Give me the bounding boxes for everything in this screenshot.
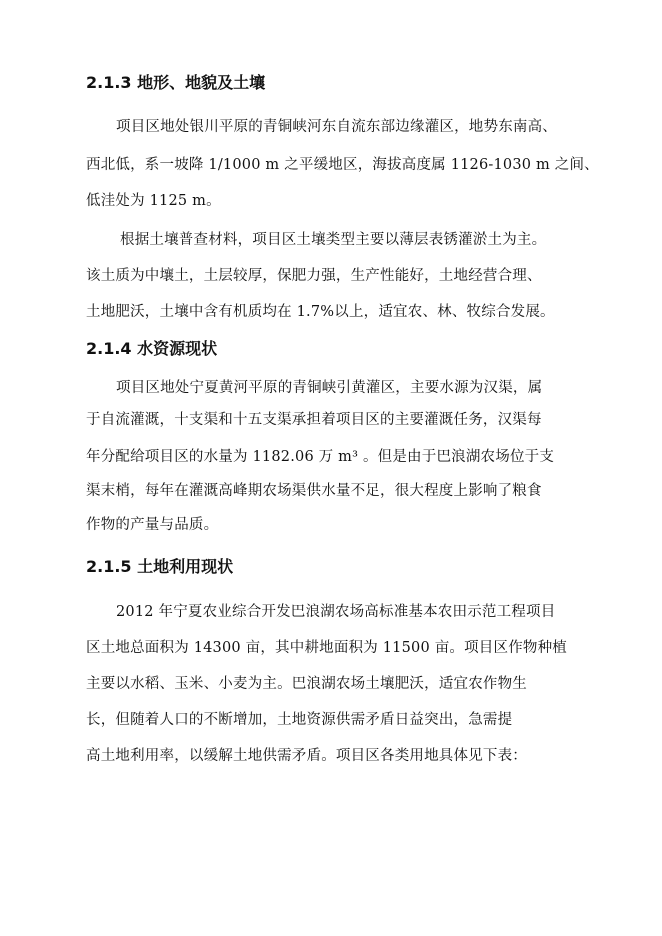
- paragraph-line: 渠末梢，每年在灌溉高峰期农场渠供水量不足，很大程度上影响了粮食: [86, 483, 542, 499]
- section-heading-2-1-5: 2.1.5 土地利用现状: [86, 557, 234, 576]
- paragraph-line: 西北低，系一坡降 1/1000 m 之平缓地区，海拔高度属 1126-1030 m 之间、: [86, 157, 599, 173]
- paragraph-line: 长，但随着人口的不断增加，土地资源供需矛盾日益突出，急需提: [86, 712, 513, 728]
- paragraph-line: 土地肥沃，土壤中含有机质均在 1.7%以上，适宜农、林、牧综合发展。: [86, 304, 555, 320]
- paragraph-line: 该土质为中壤土，土层较厚，保肥力强，生产性能好，土地经营合理、: [86, 268, 542, 284]
- section-heading-2-1-3: 2.1.3 地形、地貌及土壤: [86, 73, 266, 92]
- paragraph-line: 作物的产量与品质。: [86, 517, 219, 533]
- paragraph-line: 年分配给项目区的水量为 1182.06 万 m³ 。但是由于巴浪湖农场位于支: [86, 449, 555, 465]
- paragraph-line: 2012 年宁夏农业综合开发巴浪湖农场高标准基本农田示范工程项目: [116, 604, 556, 620]
- paragraph-line: 于自流灌溉，十支渠和十五支渠承担着项目区的主要灌溉任务，汉渠每: [86, 412, 542, 428]
- paragraph-line: 项目区地处银川平原的青铜峡河东自流东部边缘灌区，地势东南高、: [116, 119, 557, 135]
- paragraph-line: 主要以水稻、玉米、小麦为主。巴浪湖农场土壤肥沃，适宜农作物生: [86, 676, 527, 692]
- section-heading-2-1-4: 2.1.4 水资源现状: [86, 339, 218, 358]
- paragraph-line: 项目区地处宁夏黄河平原的青铜峡引黄灌区，主要水源为汉渠，属: [116, 380, 543, 396]
- paragraph-line: 低洼处为 1125 m。: [86, 193, 221, 209]
- paragraph-line: 根据土壤普查材料，项目区土壤类型主要以薄层表锈灌淤土为主。: [120, 232, 547, 248]
- paragraph-line: 高土地利用率，以缓解土地供需矛盾。项目区各类用地具体见下表：: [86, 748, 527, 764]
- paragraph-line: 区土地总面积为 14300 亩，其中耕地面积为 11500 亩。项目区作物种植: [86, 640, 567, 656]
